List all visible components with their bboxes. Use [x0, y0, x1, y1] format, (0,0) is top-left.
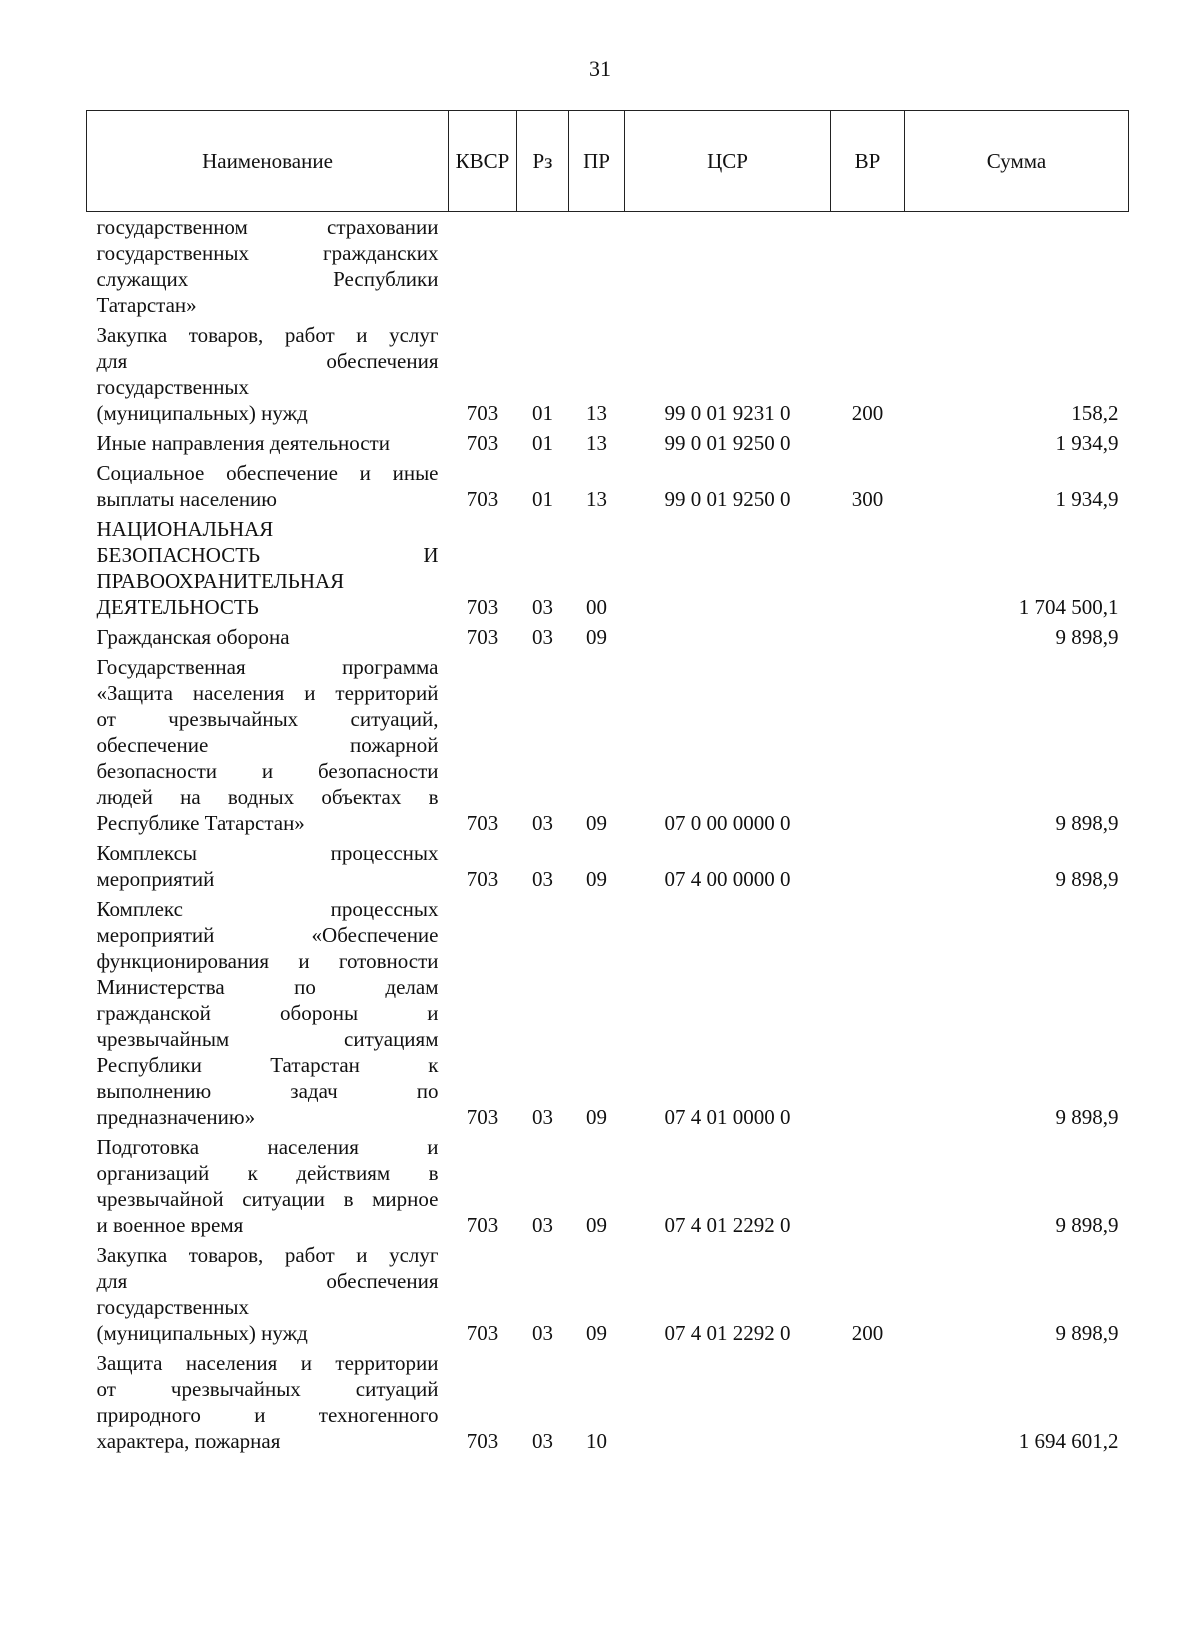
- row-name-line: чрезвычайным ситуациям: [96, 1027, 439, 1051]
- row-pr: 13: [586, 401, 607, 425]
- row-vr: [831, 428, 905, 458]
- row-name: [87, 212, 449, 321]
- row-rz: [517, 212, 569, 321]
- row-pr: 09: [586, 867, 607, 891]
- row-vr: [831, 514, 905, 622]
- table-row: [87, 1240, 1129, 1348]
- row-kvsr: 703: [466, 1213, 499, 1237]
- row-name-line: Комплексы процессных: [96, 841, 439, 865]
- row-pr: 00: [586, 595, 607, 619]
- header-name: Наименование: [87, 111, 449, 212]
- row-name-line: Татарстан»: [96, 293, 197, 317]
- row-rz: 03: [532, 1213, 553, 1237]
- row-vr: [831, 622, 905, 652]
- row-name-line: характера, пожарная: [96, 1429, 281, 1453]
- row-sum: 9 898,9: [1055, 1213, 1119, 1237]
- row-kvsr: 703: [466, 1429, 499, 1453]
- row-vr: 200: [851, 401, 884, 425]
- row-csr: 07 4 01 0000 0: [664, 1105, 791, 1129]
- row-kvsr: 703: [466, 1321, 499, 1345]
- row-name-line: Закупка товаров, работ и услуг: [96, 1243, 439, 1267]
- row-name-line: людей на водных объектах в: [96, 785, 439, 809]
- row-kvsr: 703: [466, 401, 499, 425]
- row-sum: 158,2: [1071, 401, 1119, 425]
- row-name-line: и военное время: [96, 1213, 244, 1237]
- row-sum: [905, 212, 1129, 321]
- header-kvsr: КВСР: [449, 111, 517, 212]
- row-csr: 07 0 00 0000 0: [664, 811, 791, 835]
- page-number: 31: [589, 56, 611, 81]
- row-name-line: мероприятий «Обеспечение: [96, 923, 439, 947]
- row-rz: 03: [532, 625, 553, 649]
- row-pr: 10: [586, 1429, 607, 1453]
- row-name: [87, 622, 449, 652]
- row-csr: 07 4 00 0000 0: [664, 867, 791, 891]
- row-name: [87, 514, 449, 622]
- row-name-line: для обеспечения: [96, 349, 439, 373]
- row-vr: [831, 212, 905, 321]
- row-name-line: государственных: [96, 375, 250, 399]
- row-name: [87, 1132, 449, 1240]
- row-name-line: ДЕЯТЕЛЬНОСТЬ: [96, 595, 259, 619]
- row-name: [87, 1240, 449, 1348]
- row-name-line: от чрезвычайных ситуаций,: [96, 707, 439, 731]
- row-name-line: государственных гражданских: [96, 241, 439, 265]
- table-row: [87, 428, 1129, 458]
- row-sum: 9 898,9: [1055, 867, 1119, 891]
- row-vr: [831, 1132, 905, 1240]
- row-name-line: НАЦИОНАЛЬНАЯ: [96, 517, 274, 541]
- table-row: [87, 212, 1129, 321]
- row-name: [87, 838, 449, 894]
- table-body: [87, 212, 1129, 1457]
- row-csr: [625, 514, 831, 622]
- row-name-line: для обеспечения: [96, 1269, 439, 1293]
- row-name-line: Социальное обеспечение и иные: [96, 461, 439, 485]
- row-rz: 03: [532, 811, 553, 835]
- row-name: [87, 894, 449, 1132]
- row-csr: [625, 1348, 831, 1456]
- row-sum: 9 898,9: [1055, 1105, 1119, 1129]
- row-sum: 9 898,9: [1055, 625, 1119, 649]
- row-kvsr: 703: [466, 431, 499, 455]
- row-name: [87, 428, 449, 458]
- row-name-line: Гражданская оборона: [96, 625, 290, 649]
- header-vr: ВР: [831, 111, 905, 212]
- row-rz: 03: [532, 1105, 553, 1129]
- row-csr: 07 4 01 2292 0: [664, 1321, 791, 1345]
- row-kvsr: 703: [466, 625, 499, 649]
- row-name-line: безопасности и безопасности: [96, 759, 439, 783]
- row-kvsr: 703: [466, 867, 499, 891]
- header-pr: ПР: [569, 111, 625, 212]
- row-vr: [831, 894, 905, 1132]
- row-sum: 1 934,9: [1055, 431, 1119, 455]
- row-rz: 01: [532, 487, 553, 511]
- row-vr: [831, 838, 905, 894]
- table-row: [87, 622, 1129, 652]
- row-sum: 1 704 500,1: [1018, 595, 1119, 619]
- row-vr: 200: [851, 1321, 884, 1345]
- row-name-line: природного и техногенного: [96, 1403, 439, 1427]
- row-csr: 99 0 01 9250 0: [664, 431, 791, 455]
- row-csr: 07 4 01 2292 0: [664, 1213, 791, 1237]
- table-row: [87, 1348, 1129, 1456]
- budget-table: [86, 110, 1129, 1456]
- row-sum: 9 898,9: [1055, 1321, 1119, 1345]
- row-name: [87, 1348, 449, 1456]
- row-kvsr: 703: [466, 811, 499, 835]
- row-name-line: (муниципальных) нужд: [96, 1321, 308, 1345]
- row-name-line: от чрезвычайных ситуаций: [96, 1377, 439, 1401]
- row-pr: 09: [586, 1213, 607, 1237]
- row-name-line: выполнению задач по: [96, 1079, 439, 1103]
- row-pr: [569, 212, 625, 321]
- row-name-line: чрезвычайной ситуации в мирное: [96, 1187, 439, 1211]
- row-name-line: Защита населения и территории: [96, 1351, 439, 1375]
- header-sum: Сумма: [905, 111, 1129, 212]
- row-rz: 03: [532, 595, 553, 619]
- row-pr: 09: [586, 625, 607, 649]
- row-csr: [625, 622, 831, 652]
- row-vr: 300: [851, 487, 884, 511]
- row-name-line: служащих Республики: [96, 267, 439, 291]
- row-name-line: государственном страховании: [96, 215, 439, 239]
- row-sum: 1 934,9: [1055, 487, 1119, 511]
- row-name-line: Закупка товаров, работ и услуг: [96, 323, 439, 347]
- row-csr: [625, 212, 831, 321]
- row-name-line: БЕЗОПАСНОСТЬ И: [96, 543, 439, 567]
- row-sum: 1 694 601,2: [1018, 1429, 1119, 1453]
- row-rz: 01: [532, 401, 553, 425]
- row-kvsr: 703: [466, 487, 499, 511]
- header-csr: ЦСР: [625, 111, 831, 212]
- row-pr: 09: [586, 1321, 607, 1345]
- row-kvsr: 703: [466, 595, 499, 619]
- table-row: [87, 838, 1129, 894]
- row-rz: 03: [532, 1321, 553, 1345]
- row-rz: 03: [532, 1429, 553, 1453]
- table-row: [87, 320, 1129, 428]
- row-name-line: функционирования и готовности: [96, 949, 439, 973]
- row-pr: 09: [586, 1105, 607, 1129]
- header-rz: Рз: [517, 111, 569, 212]
- table-row: [87, 458, 1129, 514]
- row-rz: 01: [532, 431, 553, 455]
- row-name-line: Республике Татарстан»: [96, 811, 305, 835]
- table-row: [87, 1132, 1129, 1240]
- row-pr: 09: [586, 811, 607, 835]
- row-pr: 13: [586, 487, 607, 511]
- row-name-line: предназначению»: [96, 1105, 256, 1129]
- row-name-line: мероприятий: [96, 867, 215, 891]
- row-name-line: «Защита населения и территорий: [96, 681, 439, 705]
- row-csr: 99 0 01 9250 0: [664, 487, 791, 511]
- table-header-row: [87, 111, 1129, 212]
- row-name-line: Подготовка населения и: [96, 1135, 439, 1159]
- row-sum: 9 898,9: [1055, 811, 1119, 835]
- row-name: [87, 458, 449, 514]
- row-name-line: Комплекс процессных: [96, 897, 439, 921]
- row-name-line: гражданской обороны и: [96, 1001, 439, 1025]
- row-name-line: Иные направления деятельности: [96, 431, 390, 455]
- row-kvsr: 703: [466, 1105, 499, 1129]
- row-pr: 13: [586, 431, 607, 455]
- row-name-line: ПРАВООХРАНИТЕЛЬНАЯ: [96, 569, 345, 593]
- row-name-line: (муниципальных) нужд: [96, 401, 308, 425]
- row-name-line: Государственная программа: [96, 655, 439, 679]
- row-vr: [831, 652, 905, 838]
- row-name-line: Министерства по делам: [96, 975, 439, 999]
- row-name-line: обеспечение пожарной: [96, 733, 439, 757]
- row-vr: [831, 1348, 905, 1456]
- row-name-line: выплаты населению: [96, 487, 277, 511]
- table-row: [87, 652, 1129, 838]
- row-name: [87, 320, 449, 428]
- row-name-line: государственных: [96, 1295, 250, 1319]
- row-name-line: Республики Татарстан к: [96, 1053, 439, 1077]
- row-name-line: организаций к действиям в: [96, 1161, 439, 1185]
- table-row: [87, 514, 1129, 622]
- row-rz: 03: [532, 867, 553, 891]
- row-csr: 99 0 01 9231 0: [664, 401, 791, 425]
- row-name: [87, 652, 449, 838]
- table-row: [87, 894, 1129, 1132]
- row-kvsr: [449, 212, 517, 321]
